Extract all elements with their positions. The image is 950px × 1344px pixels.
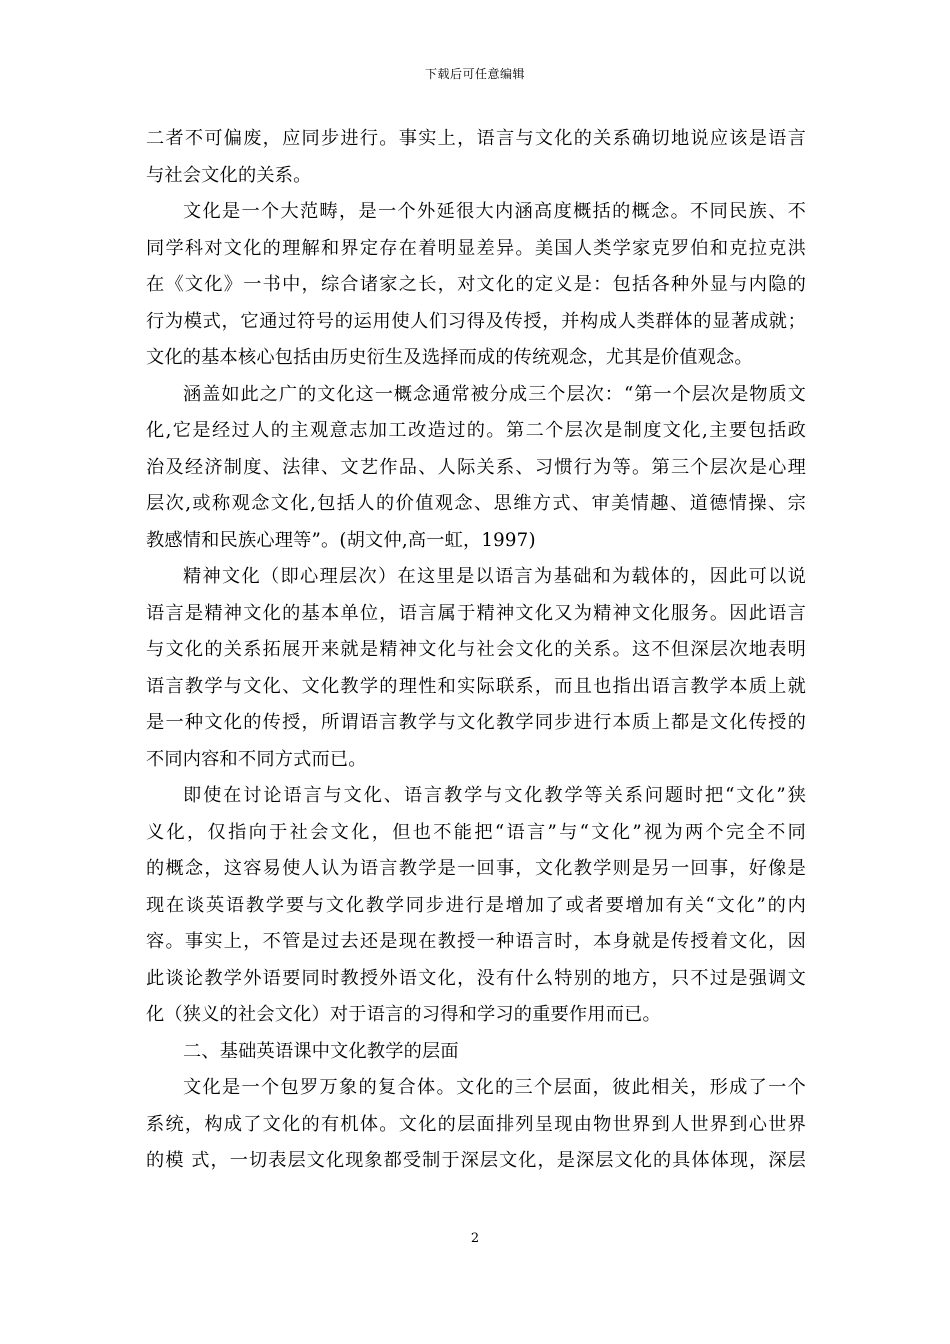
text-line: 现在谈英语教学要与文化教学同步进行是增加了或者要增加有关“文化”的内 — [146, 894, 806, 916]
text-line: 义化，仅指向于社会文化，但也不能把“语言”与“文化”视为两个完全不同 — [146, 821, 806, 843]
text-line: 二者不可偏废，应同步进行。事实上，语言与文化的关系确切地说应该是语言 — [146, 128, 806, 149]
text-line: 语言是精神文化的基本单位，语言属于精神文化又为精神文化服务。因此语言 — [146, 602, 806, 624]
text-line: 系统，构成了文化的有机体。文化的层面排列呈现由物世界到人世界到心世界 — [146, 1113, 806, 1135]
text-line: 的模 式，一切表层文化现象都受制于深层文化，是深层文化的具体体现，深层 — [146, 1150, 806, 1171]
text-line: 同学科对文化的理解和界定存在着明显差异。美国人类学家克罗伯和克拉克洪 — [146, 237, 806, 259]
text-line: 此谈论教学外语要同时教授外语文化，没有什么特别的地方，只不过是强调文 — [146, 967, 806, 989]
text-line: 文化是一个大范畴，是一个外延很大内涵高度概括的概念。不同民族、不 — [183, 201, 806, 222]
text-line: 层次,或称观念文化,包括人的价值观念、思维方式、审美情趣、道德情操、宗 — [146, 493, 806, 514]
page-header: 下载后可任意编辑 — [424, 67, 525, 81]
text-line: 行为模式，它通过符号的运用使人们习得及传授，并构成人类群体的显著成就； — [146, 310, 806, 332]
text-line: 容。事实上，不管是过去还是现在教授一种语言时，本身就是传授着文化，因 — [146, 931, 806, 952]
text-line: 是一种文化的传授，所谓语言教学与文化教学同步进行本质上都是文化传授的 — [146, 712, 806, 733]
text-line: 教感情和民族心理等”。(胡文仲,高一虹，1997) — [146, 529, 536, 551]
text-line: 文化是一个包罗万象的复合体。文化的三个层面，彼此相关，形成了一个 — [183, 1077, 806, 1098]
text-line: 在《文化》一书中，综合诸家之长，对文化的定义是：包括各种外显与内隐的 — [146, 274, 806, 295]
text-line: 化,它是经过人的主观意志加工改造过的。第二个层次是制度文化,主要包括政 — [146, 420, 806, 441]
text-line: 治及经济制度、法律、文艺作品、人际关系、习惯行为等。第三个层次是心理 — [146, 456, 806, 478]
text-line: 文化的基本核心包括由历史衍生及选择而成的传统观念，尤其是价值观念。 — [146, 347, 753, 368]
document-body — [146, 121, 806, 1180]
text-line: 化（狭义的社会文化）对于语言的习得和学习的重要作用而已。 — [146, 1004, 661, 1025]
text-line: 二、基础英语课中文化教学的层面 — [183, 1040, 459, 1062]
text-line: 语言教学与文化、文化教学的理性和实际联系，而且也指出语言教学本质上就 — [146, 675, 806, 697]
text-line: 的概念，这容易使人认为语言教学是一回事，文化教学则是另一回事，好像是 — [146, 858, 806, 879]
page-number: 2 — [470, 1231, 480, 1246]
text-line: 不同内容和不同方式而已。 — [146, 748, 367, 770]
text-line: 涵盖如此之广的文化这一概念通常被分成三个层次：“第一个层次是物质文 — [183, 383, 806, 405]
text-line: 与文化的关系拓展开来就是精神文化与社会文化的关系。这不但深层次地表明 — [146, 639, 806, 660]
text-line: 与社会文化的关系。 — [146, 164, 312, 186]
text-line: 即使在讨论语言与文化、语言教学与文化教学等关系问题时把“文化”狭 — [183, 785, 806, 806]
text-line: 精神文化（即心理层次）在这里是以语言为基础和为载体的，因此可以说 — [183, 566, 806, 587]
